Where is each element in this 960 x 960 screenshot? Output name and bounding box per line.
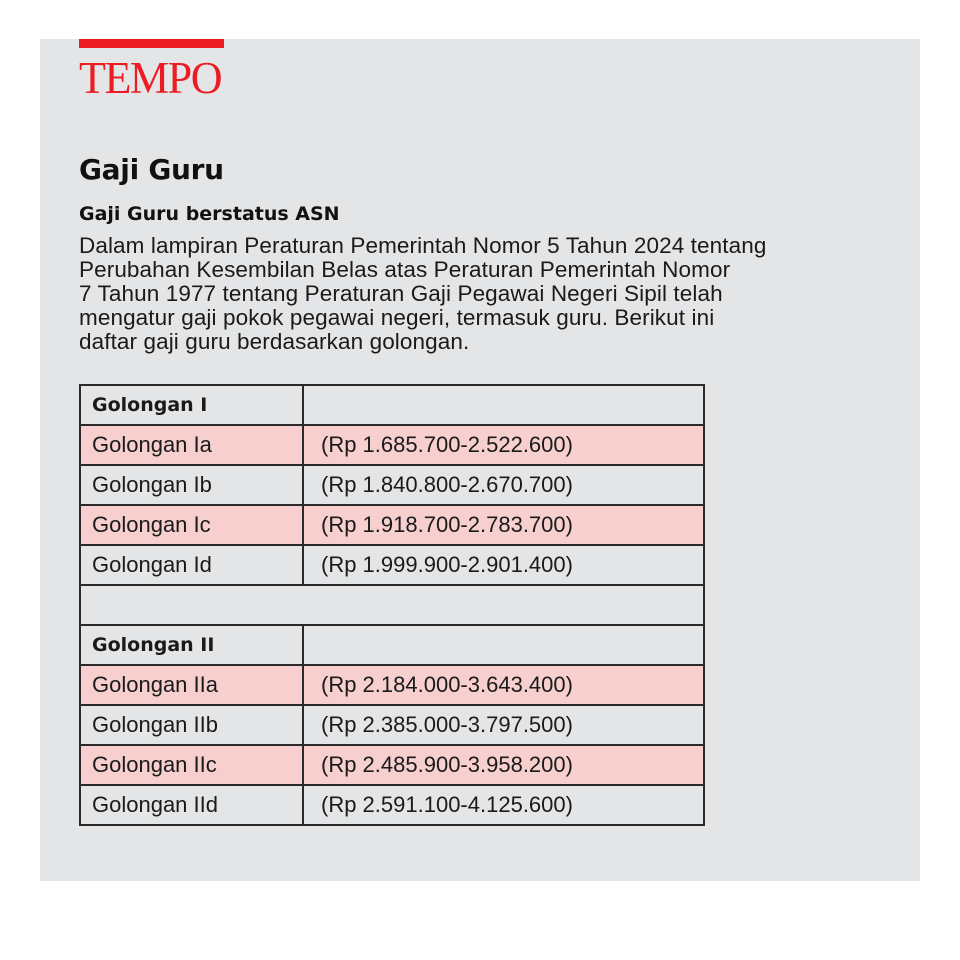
salary-range: (Rp 2.485.900-3.958.200) — [303, 745, 704, 785]
grade-label: Golongan IIa — [80, 665, 303, 705]
logo-bar — [79, 39, 224, 48]
intro-line: mengatur gaji pokok pegawai negeri, termasuk guru. Berikut ini — [79, 305, 715, 330]
grade-label: Golongan Ib — [80, 465, 303, 505]
grade-label: Golongan IId — [80, 785, 303, 825]
salary-range: (Rp 1.840.800-2.670.700) — [303, 465, 704, 505]
intro-line: 7 Tahun 1977 tentang Peraturan Gaji Pegawai Negeri Sipil telah — [79, 281, 723, 306]
spacer-cell — [80, 585, 704, 625]
group-header-empty — [303, 385, 704, 425]
group-header-empty — [303, 625, 704, 665]
salary-range: (Rp 2.385.000-3.797.500) — [303, 705, 704, 745]
tempo-logo — [79, 39, 224, 103]
table-row — [80, 705, 704, 745]
table-row — [80, 465, 704, 505]
salary-range: (Rp 1.918.700-2.783.700) — [303, 505, 704, 545]
grade-label: Golongan Ia — [80, 425, 303, 465]
spacer-row — [80, 585, 704, 625]
salary-range: (Rp 1.999.900-2.901.400) — [303, 545, 704, 585]
intro-line: Perubahan Kesembilan Belas atas Peraturan Pemerintah Nomor — [79, 257, 731, 282]
table-row — [80, 505, 704, 545]
salary-range: (Rp 1.685.700-2.522.600) — [303, 425, 704, 465]
table-row — [80, 745, 704, 785]
grade-label: Golongan IIc — [80, 745, 303, 785]
intro-line: Dalam lampiran Peraturan Pemerintah Nomor 5 Tahun 2024 tentang — [79, 233, 767, 258]
salary-table — [79, 384, 705, 826]
section-subtitle: Gaji Guru berstatus ASN — [79, 203, 340, 225]
grade-label: Golongan Id — [80, 545, 303, 585]
logo-text: TEMPO — [79, 53, 222, 103]
group-header: Golongan I — [80, 385, 303, 425]
grade-label: Golongan IIb — [80, 705, 303, 745]
table-row — [80, 425, 704, 465]
page-title: Gaji Guru — [79, 153, 224, 186]
salary-range: (Rp 2.591.100-4.125.600) — [303, 785, 704, 825]
table-row — [80, 785, 704, 825]
grade-label: Golongan Ic — [80, 505, 303, 545]
salary-range: (Rp 2.184.000-3.643.400) — [303, 665, 704, 705]
group-header-row — [80, 625, 704, 665]
table-row — [80, 545, 704, 585]
table-row — [80, 665, 704, 705]
intro-line: daftar gaji guru berdasarkan golongan. — [79, 329, 470, 354]
infographic-card — [40, 39, 920, 881]
group-header: Golongan II — [80, 625, 303, 665]
intro-paragraph — [79, 234, 899, 354]
group-header-row — [80, 385, 704, 425]
